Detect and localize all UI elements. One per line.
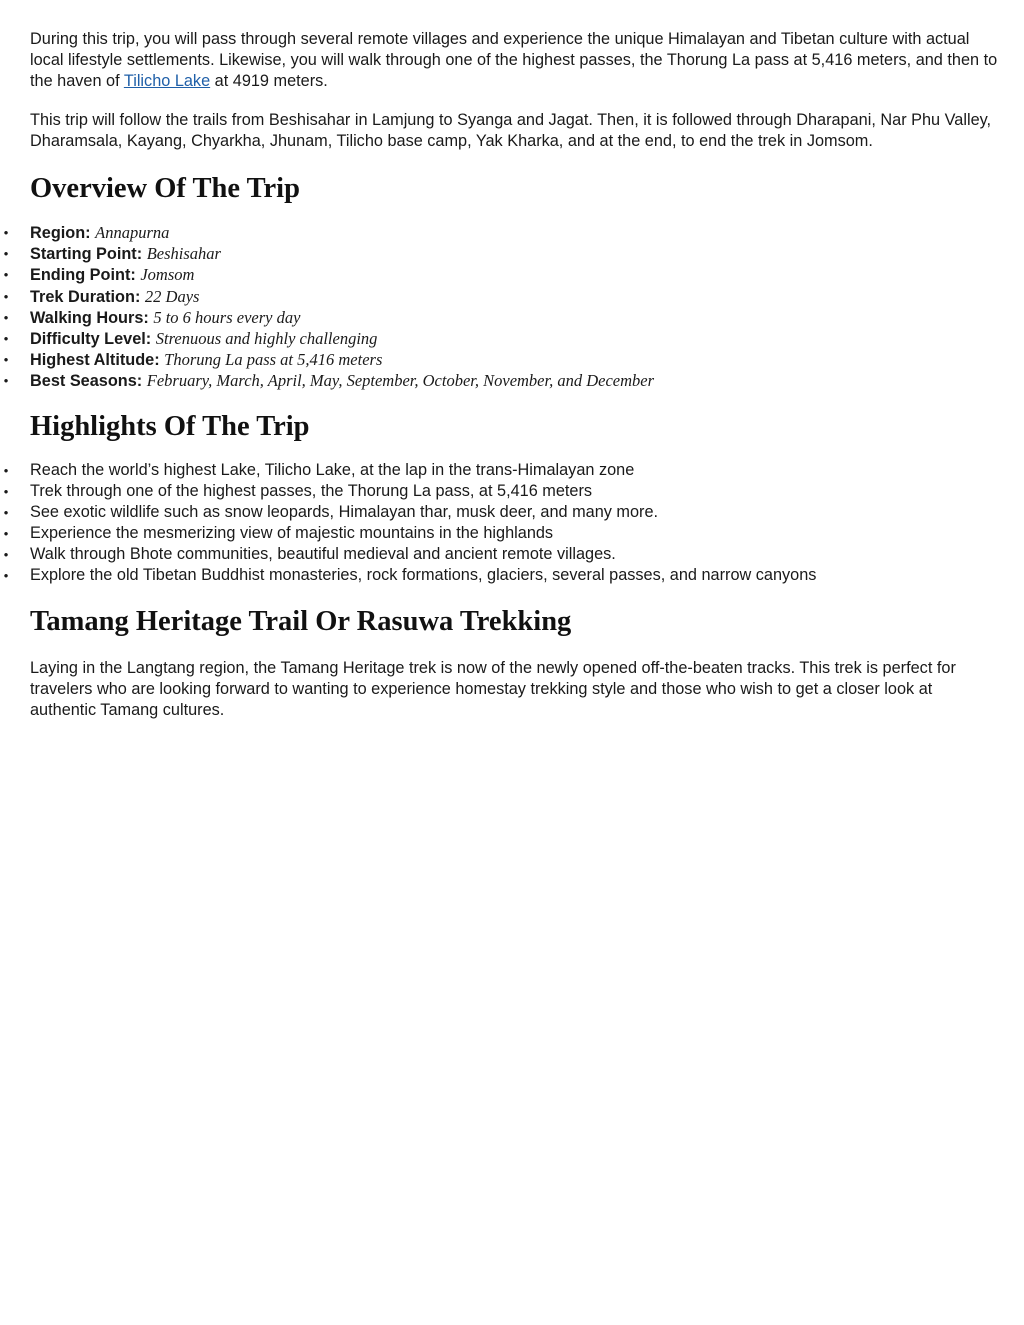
overview-item-ending-point <box>3 264 1000 285</box>
overview-item-trek-duration <box>3 286 1000 307</box>
bullet-icon: • <box>3 568 9 584</box>
overview-label: Highest Altitude: <box>30 351 160 370</box>
highlight-text: Trek through one of the highest passes, the Thorung La pass, at 5,416 meters <box>30 481 593 500</box>
highlight-item <box>3 544 1000 565</box>
intro-paragraph-1 <box>30 29 1000 93</box>
overview-label: Ending Point: <box>30 266 136 285</box>
overview-item-walking-hours <box>3 307 1000 328</box>
bullet-icon: • <box>3 526 9 542</box>
highlights-list <box>3 460 1000 587</box>
overview-label: Region: <box>30 224 91 243</box>
bullet-icon: • <box>3 309 9 325</box>
bullet-icon: • <box>3 267 9 283</box>
bullet-icon: • <box>3 330 9 346</box>
overview-label: Walking Hours: <box>30 308 149 327</box>
tilicho-lake-link[interactable]: Tilicho Lake <box>123 72 211 91</box>
highlight-item <box>3 523 1000 544</box>
tamang-heading: Tamang Heritage Trail Or Rasuwa Trekking <box>30 605 572 637</box>
bullet-icon: • <box>3 288 9 304</box>
overview-value: February, March, April, May, September, October, November, and December <box>146 371 655 391</box>
bullet-icon: • <box>3 246 9 262</box>
bullet-icon: • <box>3 547 9 563</box>
highlight-item <box>3 460 1000 481</box>
overview-list <box>3 222 1000 392</box>
bullet-icon: • <box>3 352 9 368</box>
intro-p1-text-end: at 4919 meters. <box>210 72 328 91</box>
overview-value: 5 to 6 hours every day <box>153 307 301 327</box>
highlight-text: Walk through Bhote communities, beautiful medieval and ancient remote villages. <box>30 545 616 564</box>
highlight-item <box>3 502 1000 523</box>
overview-value: Strenuous and highly challenging <box>155 328 378 348</box>
intro-p1-text-start: During this trip, you will pass through several remote villages and experience the unique Himalayan and Tibetan culture with actual local lifestyle settlements. Likewise, you will walk through one of the highest passes, the Thorung La pass at 5,416 meters, and then to the haven of <box>30 30 998 91</box>
overview-label: Difficulty Level: <box>30 329 152 348</box>
overview-item-starting-point <box>3 243 1000 264</box>
highlights-heading: Highlights Of The Trip <box>30 410 310 442</box>
highlight-text: Explore the old Tibetan Buddhist monasteries, rock formations, glaciers, several passes, and narrow canyons <box>30 566 817 585</box>
overview-item-difficulty-level <box>3 328 1000 349</box>
bullet-icon: • <box>3 225 9 241</box>
overview-heading: Overview Of The Trip <box>30 173 300 205</box>
highlight-item <box>3 481 1000 502</box>
overview-label: Best Seasons: <box>30 372 143 391</box>
highlight-text: See exotic wildlife such as snow leopards, Himalayan thar, musk deer, and many more. <box>30 502 659 521</box>
overview-item-region <box>3 222 1000 243</box>
intro-paragraph-2: This trip will follow the trails from Beshisahar in Lamjung to Syanga and Jagat. Then, it is followed through Dharapani, Nar Phu Valley, Dharamsala, Kayang, Chyarkha, Jhunam, Tilicho base camp, Yak Kharka, and at the end, to end the trek in Jomsom. <box>30 110 992 150</box>
bullet-icon: • <box>3 373 9 389</box>
overview-label: Trek Duration: <box>30 287 141 306</box>
highlight-text: Reach the world’s highest Lake, Tilicho Lake, at the lap in the trans-Himalayan zone <box>30 460 635 479</box>
highlight-item <box>3 565 1000 586</box>
bullet-icon: • <box>3 504 9 520</box>
overview-value: Annapurna <box>95 223 170 243</box>
document-page <box>3 29 1000 721</box>
bullet-icon: • <box>3 483 9 499</box>
tamang-paragraph: Laying in the Langtang region, the Tamang Heritage trek is now of the newly opened off-the-beaten tracks. This trek is perfect for travelers who are looking forward to wanting to experience homestay trekking style and those who wish to get a closer look at authentic Tamang cultures. <box>30 658 956 720</box>
overview-item-highest-altitude <box>3 349 1000 370</box>
overview-value: Beshisahar <box>146 244 221 264</box>
overview-value: Jomsom <box>140 265 195 285</box>
overview-value: Thorung La pass at 5,416 meters <box>164 350 383 370</box>
overview-label: Starting Point: <box>30 245 143 264</box>
overview-value: 22 Days <box>144 286 200 306</box>
bullet-icon: • <box>3 462 9 478</box>
overview-item-best-seasons <box>3 370 1000 391</box>
highlight-text: Experience the mesmerizing view of majestic mountains in the highlands <box>30 524 554 543</box>
